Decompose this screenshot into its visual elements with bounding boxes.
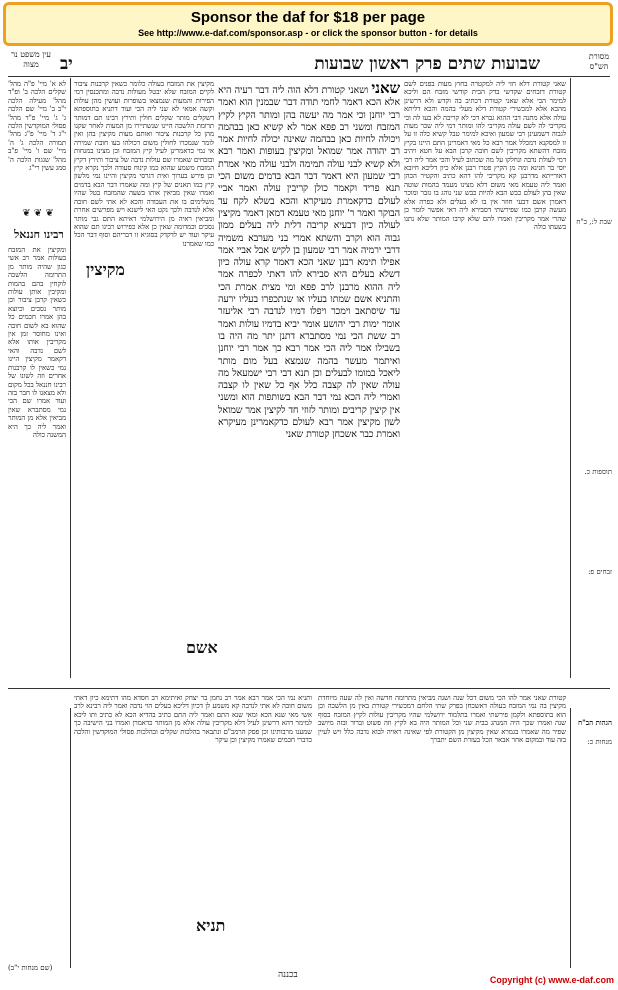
copyright-link[interactable]: Copyright (c) www.e-daf.com bbox=[489, 975, 614, 985]
rabbenu-chananel-text: ומקיצין את המזבח בעולות אמר רב אשי כגון שהיה מותר מן התרומה הלשכה לוקחין בהם בהמות ומקיבין אותן עולות כשאין קרבן ציבור וכן מותר נסכים וכיוצא בהן אמרו חכמים כל שהוא בא לשום חובה ואינו מחוסר זמן אין מקריבין אותו אלא לשם נדבה והאי דקאמר מקיצין היינו נמי כשאין לו קרבנות אחרים וזה לשונו של רבינו חננאל בכל מקום ולא מצאנו לו חבר בזה ועוד אמרו שם הכי נמי מסתברא שאין מביאין אלא מן המותר ואמר ליה כך היא המשנה כולה bbox=[8, 246, 66, 439]
tania-dibbur: תניא bbox=[196, 916, 226, 935]
ein-mishpat-column: לא א' מיי' פ"ה מהל' שקלים הלכה ב' ופ"ד מהל' מעילה הלכה י"ב ב' מיי' שם הלכה ג' ג' מיי' פ"ד מהל' פסולי המוקדשין הלכה י"ג ד' מיי' פ"ג מהל' תמורה הלכה ג' ה' מיי' שם ו' מיי' פ"ב מהל' שגגות הלכה ה' סמג עשין רי"ג bbox=[8, 80, 66, 173]
rabbenu-chananel-heading: רבינו חננאל bbox=[14, 228, 64, 241]
gemara-lead-word: שאני bbox=[371, 80, 400, 97]
masoret-hashas-heading: מסורת הש"ס bbox=[588, 52, 610, 71]
bottom-tosafot-text: ותניא נמי הכי אמר רבא אמר רב נחמן בר יצחק ואיתימא רב חסדא מהו דתימא כיון דאתי משום חובה לא אתי לנדבה קא משמע לן דכיון דליכא בעלים הוי נדבה ואמר ליה רבינא לרב אשי מאי שנא הכא ומאי שנא התם ואמר ליה התם כתיב בהדיא הכא לא כתיב ותו ליכא למימר דהא דרשינן לעיל דלא מקריבין עולה אלא מן המותר כדאמרן ואמרו בני הישיבה כך שמענו מרבותינו וכן פסק הרמב"ם ונתבאר בהלכות שקלים ובהלכות פסולי המוקדשין והלכה כדברי חכמים שאמרו מקיצין וכן עיקר bbox=[74, 694, 312, 745]
rashi-column: שאני קטורת דלא חזי ליה למקטרה בחוץ מעות בפנים לשם קטורת דזבחים שקדשי בדק הבית קודשי מזבח הם וליכא למימר הכי אלא שאני קטורת דכתיב בה וקדש ולא דרשינן מהכא אלא למכשירי קטורת דלא מעלי בהמה והכא דליתא עולה אלא מתנה דבי ההוא גברא דכי לא קריבה לא בעו לה וכי מקריבי לה לשם עולה מקריבי להו ומותר דמי ליה שכר מעות לגבוה דשמעינן רבי שמעון ואיכא למימר טבל קשיא כלה זו על זו למסקנא דמכלל אמר רבא כל מאי דאמרינן התם היינו בקיץ מזבח דהשתא מקריבין לשם חובה קרבן הבא על חטא ויהיב דמי לעולת נדבה ונחלקו על מה שכתוב לעיל והכי אמר ליה רבי יוסי בר חנינא ומה מן הקיץ פטרו רבנן אלא כיון דליכא חיובא דאורייתא מדרבנן קא מקריבי להו דהא כתיב והקטיר הכהן ואמר ליה טעמא מאי משום דלא מצינו מעמד בהמות שוטה שאין בהן לעולם כבש הבא להיות כבש שני נוהג בו גזבר ומוכר דאמרן אשם דבעי חוזר אין בו לא בעלים ולא כפרה אלא מעשה קרבן כמו שפירשתי דסבירא ליה דאי אפשר לומר כן שהרי אמר מקריבין ואמרו להם שלא קרבו המותר שלא נתנו בשעתו כולה bbox=[404, 80, 566, 231]
bottom-tosafot-column bbox=[74, 694, 312, 954]
gemara-text bbox=[218, 80, 400, 685]
sponsor-details[interactable]: See http://www.e-daf.com/sponsor.asp - or click the sponsor button - for details bbox=[138, 28, 478, 38]
ashem-dibbur: אשם bbox=[186, 638, 218, 657]
talmud-page bbox=[0, 48, 618, 986]
right-margin-rule bbox=[570, 78, 571, 678]
margin-note: שבת ל:, כ"ח bbox=[576, 218, 612, 226]
left-margin-rule-bottom bbox=[70, 708, 71, 968]
bottom-margin-note: (שם מנחות י"ב) bbox=[8, 964, 53, 972]
gemara-body: ושאני קטורת דלא הוה ליה דבר רעיה היא אלא הכא דאמר לחמי תודה דבר שבמנין הוא ואמר רבי יוחנן וכי אמר מה יעשה בהן ומותר הקיץ לקיץ המזבח ומשני רב פפא אמר לא קשיא כאן בבהמה ויכולה לחיות כאן בבהמה שאינה יכולה לחיות אמר רב יהודה אמר שמואל ומקיצין בעופות ואמר רבא ולא קשיא לבני עולה תמימה ולבני עולה מאי אמרת רבי שמעון היא דאמר דבר הבא בדמים משום הכי תנא פריד וקאמר כולן קריבין עולה ואמר אביי לעולם כדקאמרת מעיקרא והכא בשלא לקח עד הבוקר ואמר ר' יוחנן מאי טעמא דמאן דאמר מקיצין לעולה כיון דבעיא קריבה דלית ליה בעלים ממון גבוה הוא וקרב והשתא אמרי בני מערבא משמיה דרבי ירמיה אמר רבי שמעון בן לקיש אבל אביי אמר אפילו תימא רבנן שאני הכא דאמר קרא עולה כיון דשלא בעלים היא סבירא להו דאתי לכפרה אמר ליה ההוא מרבנן לרב פפא ומי מצית אמרת הכי והתניא אשם שמתו בעליו או שנתכפרו בעליו ירעה עד שיסתאב וימכר ויפלו דמיו לנדבה רבי אליעזר אומר ימות רבי יהושע אומר יביא בדמיו עולות ואמר רב ששת הכי נמי מסתברא דתנן יתר מה היה בו בשבילו אמר ליה הכי אמר רבא כך אמר רבי יוחנן ואיתמר מעשר בהמה שנמצא בעל מום מותר ליאכל במומו לבעלים וכן תנא דבי רבי ישמעאל מה עולה שאין לה קצבה כלל אף כל שאין לו קצבה ואמרי ליה הכא נמי דבר הבא בשותפות הוא ומשני אין קיצין קריבים ומותר לזוזי חד לקיצין אמר שמואל לשון מקיצין אמר רבא לעולם כדקאמרינן מעיקרא ואמרת כבר אשכחן קטורת שאני bbox=[218, 85, 400, 441]
page-number: יב bbox=[60, 54, 73, 74]
bottom-rashi-column: קטורת שאני אמר להו הכי משום דכל שנה ושנה מביאין מתרומה חדשה ואין לה שעה מיוחדת מקיצין בה נמי המזבח בעולה דאשכחן בפרק שתי הלחם דמכשירי קטורת באין מן הלשכה וכן הוא בתוספתא ולקמן פירשתי ואמרו בתלמוד ירושלמי שהיו מקריבין עולות לקיץ המזבח בסוף שנה ואמרו שכך היה המנהג בבית שני וכל המותר היה בא לקיץ וזה פשוט וברור ובזה מיושב שפיר מה שאמרו בגמרא שאין מקיצין מן הקטורת לפי שאינה ראויה לבוא נדבה כלל ויש לעיין בזה עוד ובמקום אחר אבאר הכל בעזרת השם יתברך bbox=[318, 694, 566, 745]
hagahot-habach-label: הגהות הב"ח bbox=[577, 718, 612, 727]
running-header: שבועות שתים פרק ראשון שבועות bbox=[314, 54, 540, 74]
catchword: בכננה bbox=[278, 970, 298, 980]
tosafot-column: מקיצין את המזבח בעולה כלומר כשאין קרבנות ציבור לקיים המזבח שלא יבטל מעולות נדבה ומתכנסין דמי הפירות והמעות שנמצאו בשופרות ועושין מהן עולות וקשה אמאי לא שני ליה הכי ועוד דתניא בתוספתא דשקלים מותר שקלים חולין ותירץ רבינו תם דמותר תרומת הלשכה היינו שנשתיירו מן המעות לאחר שקנו מהן כל קרבנות ציבור ואותם מעות מקיצין בהן ואין לומר שנמכרו לחולין משום דכולהו בעו חובת שמירה אי נמי כדאמרינן לעיל קיץ המזבח וכן מצינו במנחות ובזבחים שאמרו שם עולות נדבה של ציבור ותירץ דקיץ המזבח משמע שהוא כמו קינוח סעודה ולכך נקרא קיץ וכן פירש בערוך ואית דגרסי מקיצין והיינו נמי מלשון קיץ כמו תאנים של קיץ ומה שאמרו דבר הבא בדמים ואמרו שאין מביאין אותו בשעה שהמזבח בטל שהיו משלימים בו את העבודה והכא לא אתי לשם חובה אלא לנדבה ולכך נקט האי לישנא ויש מפרשים אחרת ומביאין ראיה מן הירושלמי דאיתא התם גבי מותר נסכים וכמדומה שאין כן אלא כפירוש רבינו תם שהוא עיקר ועוד יש לדקדק בסוגיא זו דבריהם וסוף דבר הכל כמו שאמרנו bbox=[74, 80, 214, 248]
margin-note: מנחות כ: bbox=[587, 738, 612, 746]
sponsor-banner[interactable] bbox=[3, 2, 613, 46]
sponsor-title[interactable]: Sponsor the daf for $18 per page bbox=[190, 9, 426, 26]
margin-note: זבחים פ: bbox=[588, 568, 612, 576]
header-rule bbox=[8, 76, 610, 77]
ein-mishpat-heading: עין משפט נר מצוה bbox=[11, 50, 51, 69]
left-margin-rule bbox=[70, 78, 71, 678]
mekitzin-dibbur: מקיצין bbox=[86, 260, 125, 279]
main-section-rule bbox=[8, 688, 610, 689]
margin-note: תוספות כ. bbox=[584, 468, 612, 476]
ornament-divider: ❦ ❦ ❦ bbox=[22, 208, 54, 219]
right-margin-rule-bottom bbox=[570, 708, 571, 968]
